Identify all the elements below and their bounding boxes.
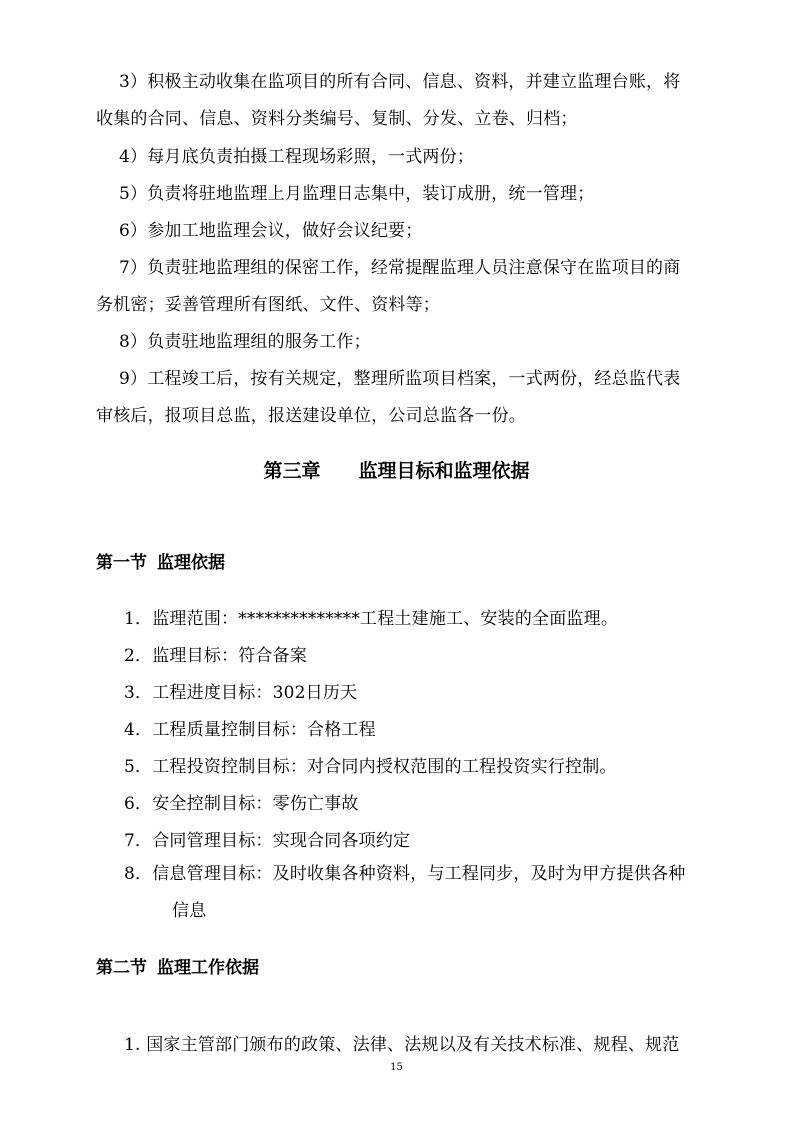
list-item-6: 6）参加工地监理会议，做好会议纪要； xyxy=(119,221,423,241)
section-1-item-3: 3．工程进度目标：302日历天 xyxy=(124,683,358,703)
section-1-number: 第一节 xyxy=(96,553,147,573)
section-1-heading xyxy=(96,551,225,575)
list-item-9-line-2: 审核后，报项目总监，报送建设单位，公司总监各一份。 xyxy=(96,406,526,426)
section-1-item-1: 1．监理范围：**************工程土建施工、安装的全面监理。 xyxy=(124,609,619,629)
section-1-item-5: 5．工程投资控制目标：对合同内授权范围的工程投资实行控制。 xyxy=(124,757,617,777)
list-item-7-line-2: 务机密；妥善管理所有图纸、文件、资料等； xyxy=(96,295,440,315)
section-1-item-2: 2．监理目标：符合备案 xyxy=(124,646,308,666)
page-number: 15 xyxy=(390,1062,403,1073)
section-1-item-8: 8．信息管理目标：及时收集各种资料，与工程同步，及时为甲方提供各种 xyxy=(124,864,686,884)
chapter-number: 第三章 xyxy=(263,460,321,482)
section-1-title: 监理依据 xyxy=(157,553,225,573)
section-2-title: 监理工作依据 xyxy=(157,958,259,978)
section-1-item-6: 6．安全控制目标：零伤亡事故 xyxy=(124,794,359,814)
chapter-title: 监理目标和监理依据 xyxy=(358,460,530,482)
list-item-3-line-1: 3）积极主动收集在监项目的所有合同、信息、资料，并建立监理台账，将 xyxy=(119,72,681,92)
chapter-heading xyxy=(0,458,793,484)
list-item-3-line-2: 收集的合同、信息、资料分类编号、复制、分发、立卷、归档； xyxy=(96,109,578,129)
section-2-heading xyxy=(96,956,259,980)
section-1-item-4: 4．工程质量控制目标：合格工程 xyxy=(124,720,376,740)
list-item-5: 5）负责将驻地监理上月监理日志集中，装订成册，统一管理； xyxy=(119,184,595,204)
list-item-8: 8）负责驻地监理组的服务工作； xyxy=(119,332,371,352)
list-item-7-line-1: 7）负责驻地监理组的保密工作，经常提醒监理人员注意保守在监项目的商 xyxy=(119,258,681,278)
section-1-item-7: 7．合同管理目标：实现合同各项约定 xyxy=(124,831,411,851)
list-item-4: 4）每月底负责拍摄工程现场彩照，一式两份； xyxy=(119,147,475,167)
section-2-number: 第二节 xyxy=(96,958,147,978)
list-item-9-line-1: 9）工程竣工后，按有关规定，整理所监项目档案，一式两份，经总监代表 xyxy=(119,369,681,389)
section-1-item-8-continuation: 信息 xyxy=(172,901,207,921)
section-2-item-1: 1. 国家主管部门颁布的政策、法律、法规以及有关技术标准、规程、规范 xyxy=(124,1035,680,1055)
